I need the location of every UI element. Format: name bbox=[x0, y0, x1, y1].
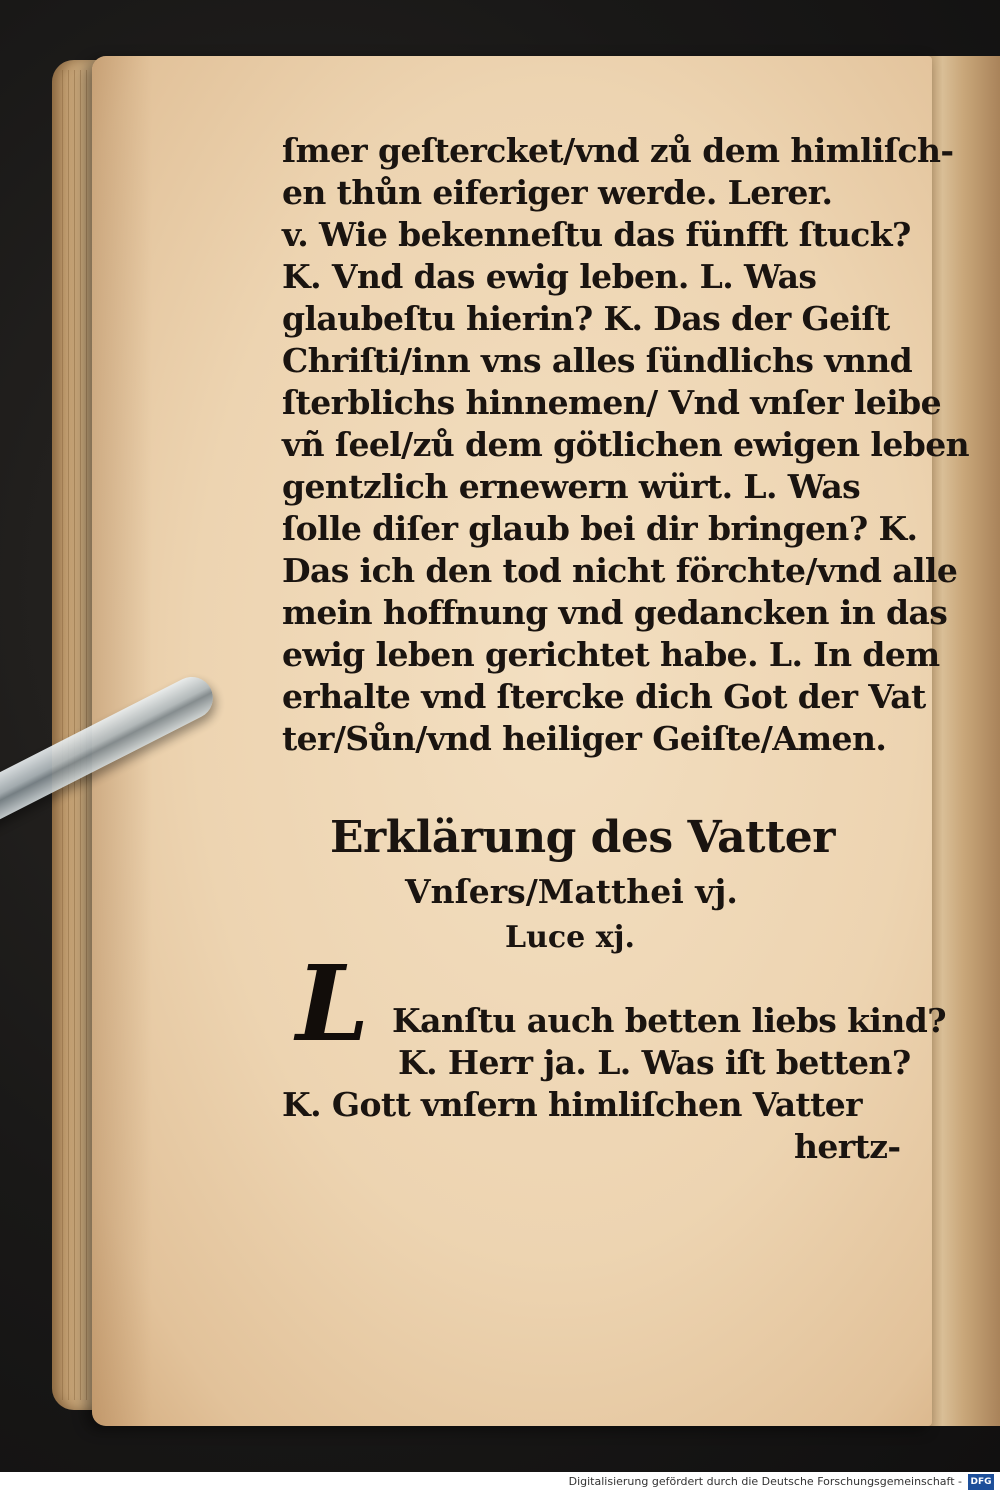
decorated-initial: L bbox=[296, 942, 370, 1065]
text-line: Das ich den tod nicht förchte/vnd alle bbox=[282, 551, 958, 590]
text-line: K. Gott vnſern himliſchen Vatter bbox=[282, 1085, 862, 1124]
text-line: K. Herr ja. L. Was iſt betten? bbox=[398, 1043, 911, 1082]
text-line: ſmer geſtercket/vnd zů dem himliſch- bbox=[282, 131, 954, 170]
catchword: hertz- bbox=[794, 1127, 901, 1166]
text-line: Chriſti/inn vns alles ſündlichs vnnd bbox=[282, 341, 913, 380]
text-line: ewig leben gerichtet habe. L. In dem bbox=[282, 635, 940, 674]
text-line: Kanſtu auch betten liebs kind? bbox=[392, 1001, 946, 1040]
text-line: v. Wie bekenneſtu das fünfft ſtuck? bbox=[282, 215, 911, 254]
dfg-logo: DFG bbox=[968, 1474, 994, 1490]
text-line: mein hoffnung vnd gedancken in das bbox=[282, 593, 948, 632]
text-line: K. Vnd das ewig leben. L. Was bbox=[282, 257, 817, 296]
funding-notice: Digitalisierung gefördert durch die Deutsche Forschungsgemeinschaft - bbox=[568, 1475, 962, 1488]
text-line: vñ ſeel/zů dem götlichen ewigen leben bbox=[282, 425, 969, 464]
text-line: en thůn eiferiger werde. Lerer. bbox=[282, 173, 833, 212]
text-line: glaubeſtu hierin? K. Das der Geiſt bbox=[282, 299, 890, 338]
text-line: ſterblichs hinnemen/ Vnd vnſer leibe bbox=[282, 383, 942, 422]
section-subheading: Vnſers/Matthei vj. bbox=[405, 872, 738, 911]
section-reference: Luce xj. bbox=[505, 920, 635, 955]
footer-bar bbox=[0, 1472, 1000, 1494]
text-line: ter/Sůn/vnd heiliger Geiſte/Amen. bbox=[282, 719, 887, 758]
text-line: gentzlich ernewern würt. L. Was bbox=[282, 467, 861, 506]
text-line: ſolle diſer glaub bei dir bringen? K. bbox=[282, 509, 918, 548]
text-line: erhalte vnd ſtercke dich Got der Vat bbox=[282, 677, 926, 716]
section-heading: Erklärung des Vatter bbox=[330, 812, 835, 863]
